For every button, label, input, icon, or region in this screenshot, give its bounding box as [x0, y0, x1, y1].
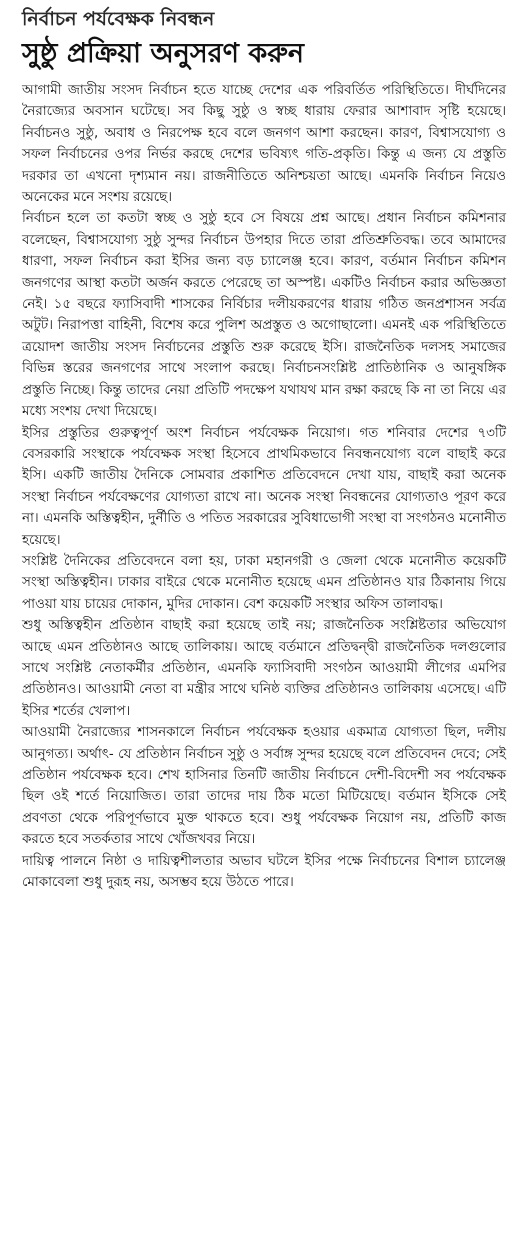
article-kicker: নির্বাচন পর্যবেক্ষক নিবন্ধন: [22, 8, 215, 30]
article-paragraph: শুধু অস্তিত্বহীন প্রতিষ্ঠান বাছাই করা হয়েছে তাই নয়; রাজনৈতিক সংশ্লিষ্টতার অভিযোগ আছে এমন প্রতিষ্ঠানও আছে তালিকায়। আছে বর্তমানে প্রতিদ্বন্দ্বী রাজনৈতিক দলগুলোর সাথে সংশ্লিষ্ট নেতাকর্মীর প্রতিষ্ঠান, এমনকি ফ্যাসিবাদী সংগঠন আওয়ামী লীগের এমপির প্রতিষ্ঠানও। আওয়ামী নেতা বা মন্ত্রীর সাথে ঘনিষ্ঠ ব্যক্তির প্রতিষ্ঠানও তালিকায় এসেছে। এটি ইসির শর্তের খেলাপ।: [22, 618, 506, 719]
article-paragraph: আগামী জাতীয় সংসদ নির্বাচন হতে যাচ্ছে দেশের এক পরিবর্তিত পরিস্থিতিতে। দীর্ঘদিনের নৈরাজ্যের অবসান ঘটেছে। সব কিছু সুষ্ঠু ও স্বচ্ছ ধারায় ফেরার আশাবাদ সৃষ্টি হয়েছে। নির্বাচনও সুষ্ঠু, অবাধ ও নিরপেক্ষ হবে বলে জনগণ আশা করছেন। কারণ, বিশ্বাসযোগ্য ও সফল নির্বাচনের ওপর নির্ভর করছে দেশের ভবিষ্যৎ গতি-প্রকৃতি। কিন্তু এ জন্য যে প্রস্তুতি দরকার তা এখনো দৃশ্যমান নয়। রাজনীতিতে অনিশ্চয়তা আছে। এমনকি নির্বাচন নিয়েও অনেকের মনে সংশয় রয়েছে।: [22, 83, 506, 206]
article-headline: সুষ্ঠু প্রক্রিয়া অনুসরণ করুন: [22, 38, 305, 69]
article-paragraph: আওয়ামী নৈরাজ্যের শাসনকালে নির্বাচন পর্যবেক্ষক হওয়ার একমাত্র যোগ্যতা ছিল, দলীয় আনুগত্য। অর্থাৎ- যে প্রতিষ্ঠান নির্বাচন সুষ্ঠু ও সর্বাঙ্গ সুন্দর হয়েছে বলে প্রতিবেদন দেবে; সেই প্রতিষ্ঠান পর্যবেক্ষক হবে। শেখ হাসিনার তিনটি জাতীয় নির্বাচনে দেশী-বিদেশী সব পর্যবেক্ষক ছিল ওই শর্তে নিয়োজিত। তারা তাদের দায় ঠিক মতো মিটিয়েছে। বর্তমান ইসিকে সেই প্রবণতা থেকে পরিপূর্ণভাবে মুক্ত থাকতে হবে। শুধু পর্যবেক্ষক নিয়োগ নয়, প্রতিটি কাজ করতে হবে সতর্কতার সাথে খোঁজখবর নিয়ে।: [22, 725, 506, 848]
article-paragraph: সংশ্লিষ্ট দৈনিকের প্রতিবেদনে বলা হয়, ঢাকা মহানগরী ও জেলা থেকে মনোনীত কয়েকটি সংস্থা অস্তিত্বহীন। ঢাকার বাইরে থেকে মনোনীত হয়েছে এমন প্রতিষ্ঠানও যার ঠিকানায় গিয়ে পাওয়া যায় চায়ের দোকান, মুদির দোকান। বেশ কয়েকটি সংস্থার অফিস তালাবদ্ধ।: [22, 553, 506, 612]
article-paragraph: দায়িত্ব পালনে নিষ্ঠা ও দায়িত্বশীলতার অভাব ঘটলে ইসির পক্ষে নির্বাচনের বিশাল চ্যালেঞ্জ মোকাবেলা শুধু দুরূহ নয়, অসম্ভব হয়ে উঠতে পারে।: [22, 853, 506, 891]
article-paragraph: নির্বাচন হলে তা কতটা স্বচ্ছ ও সুষ্ঠু হবে সে বিষয়ে প্রশ্ন আছে। প্রধান নির্বাচন কমিশনার বলেছেন, বিশ্বাসযোগ্য সুষ্ঠু সুন্দর নির্বাচন উপহার দিতে তারা প্রতিশ্রুতিবদ্ধ। তবে আমাদের ধারণা, সফল নির্বাচন করা ইসির জন্য বড় চ্যালেঞ্জ হবে। কারণ, বর্তমান নির্বাচন কমিশন জনগণের আস্থা কতটা অর্জন করতে পেরেছে তা অস্পষ্ট। একটিও নির্বাচন করার অভিজ্ঞতা নেই। ১৫ বছরে ফ্যাসিবাদী শাসকের নির্বিচার দলীয়করণের ধারায় গঠিত জনপ্রশাসন সর্বত্র অটুট। নিরাপত্তা বাহিনী, বিশেষ করে পুলিশ অপ্রস্তুত ও অগোছালো। এমনই এক পরিস্থিতিতে ত্রয়োদশ জাতীয় সংসদ নির্বাচনের প্রস্তুতি শুরু করেছে ইসি। রাজনৈতিক দলসহ সমাজের বিভিন্ন স্তরের জনগণের সাথে সংলাপ করছে। নির্বাচনসংশ্লিষ্ট প্রাতিষ্ঠানিক ও আনুষঙ্গিক প্রস্তুতি নিচ্ছে। কিন্তু তাদের নেয়া প্রতিটি পদক্ষেপ যথাযথ মান রক্ষা করছে কি না তা নিয়ে এর মধ্যে সংশয় দেখা দিয়েছে।: [22, 211, 506, 420]
article-body: [22, 80, 506, 893]
article-paragraph: ইসির প্রস্তুতির গুরুত্বপূর্ণ অংশ নির্বাচন পর্যবেক্ষক নিয়োগ। গত শনিবার দেশের ৭৩টি বেসরকারি সংস্থাকে পর্যবেক্ষক সংস্থা হিসেবে প্রাথমিকভাবে নিবন্ধনযোগ্য বলে বাছাই করে ইসি। একটি জাতীয় দৈনিকে সোমবার প্রকাশিত প্রতিবেদনে দেখা যায়, বাছাই করা অনেক সংস্থা নির্বাচন পর্যবেক্ষণের যোগ্যতা রাখে না। অনেক সংস্থা নিবন্ধনের যোগ্যতাও পূরণ করে না। এমনকি অস্তিত্বহীন, দুর্নীতি ও পতিত সরকারের সুবিধাভোগী সংস্থা বা সংগঠনও মনোনীত হয়েছে।: [22, 425, 506, 548]
